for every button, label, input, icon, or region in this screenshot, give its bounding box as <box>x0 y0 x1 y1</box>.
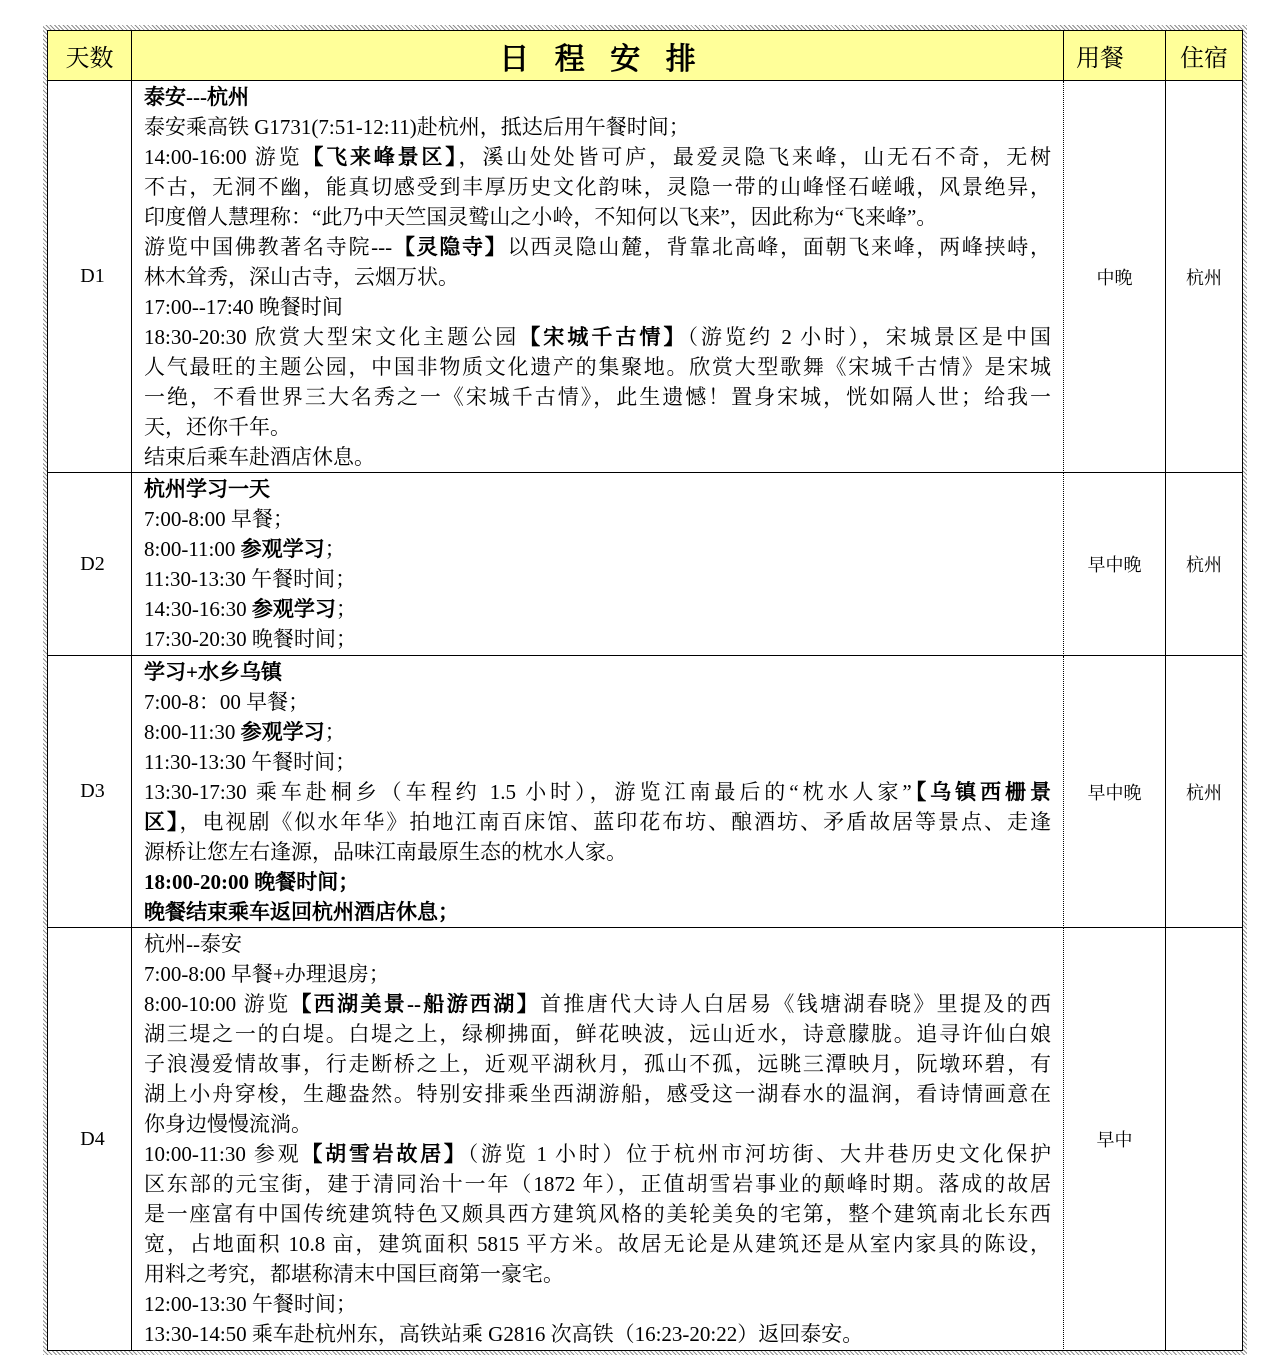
schedule-text: 宽，占地面积 10.8 亩，建筑面积 5815 平方米。故居无论是从建筑还是从室内家具的陈设， <box>144 1232 1051 1256</box>
schedule-text: 不古，无洞不幽，能真切感受到丰厚历史文化韵味，灵隐一带的山峰怪石嵯峨，风景绝异， <box>144 175 1051 199</box>
schedule-text: 游览中国佛教著名寺院--- <box>144 235 393 259</box>
day-cell <box>48 928 132 1351</box>
schedule-text: ； <box>324 537 346 561</box>
schedule-text: 湖上小舟穿梭，生趣盎然。特别安排乘坐西湖游船，感受这一湖春水的温润，看诗情画意在 <box>144 1082 1051 1106</box>
schedule-paragraph <box>144 959 1051 989</box>
schedule-text: ； <box>335 597 357 621</box>
schedule-line <box>144 657 1051 687</box>
schedule-paragraph <box>144 1289 1051 1319</box>
schedule-text: 11:30-13:30 午餐时间； <box>144 750 357 774</box>
schedule-line <box>144 142 1051 172</box>
schedule-text: 13:30-14:50 乘车赴杭州东，高铁站乘 G2816 次高铁（16:23-20:22）返回泰安。 <box>144 1322 864 1346</box>
schedule-line <box>144 807 1051 837</box>
schedule-paragraph <box>144 1319 1051 1349</box>
schedule-paragraph <box>144 534 1051 564</box>
schedule-line <box>144 1229 1051 1259</box>
schedule-text: 林木耸秀，深山古寺，云烟万状。 <box>144 265 459 289</box>
header-schedule-column <box>132 31 1064 81</box>
highlighted-text: 参观学习 <box>240 537 325 561</box>
schedule-line <box>144 172 1051 202</box>
schedule-text: 湖三堤之一的白堤。白堤之上，绿柳拂面，鲜花映波，远山近水，诗意朦胧。追寻许仙白娘 <box>144 1022 1051 1046</box>
schedule-text: 17:30-20:30 晚餐时间； <box>144 627 357 651</box>
schedule-text: 杭州--泰安 <box>144 932 242 956</box>
schedule-paragraph <box>144 624 1051 654</box>
highlighted-text: 【灵隐寺】 <box>392 235 508 259</box>
schedule-line <box>144 564 1051 594</box>
schedule-text: 8:00-11:00 <box>144 537 241 561</box>
schedule-text: 18:30-20:30 欣赏大型宋文化主题公园 <box>144 325 520 349</box>
schedule-paragraph <box>144 564 1051 594</box>
meals-cell <box>1064 81 1166 473</box>
meals-value: 早中晚 <box>1087 555 1142 575</box>
schedule-text: 12:00-13:30 午餐时间； <box>144 1292 357 1316</box>
itinerary-table-frame <box>43 25 1247 1355</box>
schedule-line <box>144 232 1051 262</box>
schedule-text: 结束后乘车赴酒店休息。 <box>144 445 375 469</box>
lodging-cell <box>1166 656 1243 928</box>
schedule-text: 7:00-8：00 早餐； <box>144 690 310 714</box>
schedule-text: ； <box>324 720 346 744</box>
day-number: D3 <box>80 780 105 802</box>
schedule-paragraph <box>144 747 1051 777</box>
schedule-line <box>144 1169 1051 1199</box>
schedule-line <box>144 929 1051 959</box>
schedule-text: 用料之考究，都堪称清末中国巨商第一豪宅。 <box>144 1262 564 1286</box>
schedule-line <box>144 687 1051 717</box>
schedule-line <box>144 442 1051 472</box>
schedule-line <box>144 959 1051 989</box>
lodging-value: 杭州 <box>1186 782 1222 803</box>
schedule-paragraph <box>144 989 1051 1139</box>
schedule-line <box>144 292 1051 322</box>
schedule-text: 子浪漫爱情故事，行走断桥之上，近观平湖秋月，孤山不孤，远眺三潭映月，阮墩环碧，有 <box>144 1052 1051 1076</box>
schedule-paragraph <box>144 82 1051 112</box>
schedule-paragraph <box>144 232 1051 292</box>
itinerary-table <box>47 30 1243 1351</box>
schedule-paragraph <box>144 687 1051 717</box>
schedule-text: 8:00-10:00 游览 <box>144 992 291 1016</box>
schedule-text: 13:30-17:30 乘车赴桐乡（车程约 1.5 小时），游览江南最后的“枕水人家” <box>144 780 912 804</box>
day-schedule <box>132 81 1064 473</box>
lodging-cell <box>1166 81 1243 473</box>
schedule-text: 天，还你千年。 <box>144 415 291 439</box>
schedule-line <box>144 322 1051 352</box>
highlighted-text: 【胡雪岩故居】 <box>301 1142 468 1166</box>
day-schedule <box>132 928 1064 1351</box>
highlighted-text: 参观学习 <box>251 597 336 621</box>
day-number: D2 <box>80 552 105 575</box>
schedule-paragraph <box>144 292 1051 322</box>
schedule-line <box>144 534 1051 564</box>
schedule-paragraph <box>144 657 1051 687</box>
day-number: D1 <box>80 265 105 287</box>
day-cell <box>48 473 132 656</box>
schedule-paragraph <box>144 322 1051 442</box>
schedule-paragraph <box>144 777 1051 867</box>
schedule-text: 8:00-11:30 <box>144 720 241 744</box>
schedule-line <box>144 989 1051 1019</box>
highlighted-text: 【乌镇西栅景 <box>911 780 1052 804</box>
meals-cell <box>1064 656 1166 928</box>
header-meals-label: 用餐 <box>1076 46 1124 72</box>
schedule-line <box>144 717 1051 747</box>
day-schedule <box>132 473 1064 656</box>
schedule-line <box>144 474 1051 504</box>
schedule-text: 14:00-16:00 游览 <box>144 145 303 169</box>
schedule-line <box>144 1259 1051 1289</box>
schedule-text: （游览 1 小时）位于杭州市河坊街、大井巷历史文化保护 <box>467 1142 1052 1166</box>
highlighted-text: 【宋城千古情】 <box>519 325 688 349</box>
header-meals-column <box>1064 31 1166 81</box>
schedule-text: 印度僧人慧理称：“此乃中天竺国灵鹫山之小岭，不知何以飞来”，因此称为“飞来峰”。 <box>144 205 938 229</box>
lodging-value: 杭州 <box>1186 267 1222 288</box>
schedule-paragraph <box>144 474 1051 504</box>
schedule-line <box>144 352 1051 382</box>
day-schedule <box>132 656 1064 928</box>
header-lodging-column <box>1166 31 1243 81</box>
highlighted-text: 参观学习 <box>240 720 325 744</box>
schedule-text: 源桥让您左右逢源，品味江南最原生态的枕水人家。 <box>144 840 627 864</box>
schedule-paragraph <box>144 867 1051 897</box>
schedule-line <box>144 777 1051 807</box>
meals-value: 早中 <box>1096 1130 1133 1150</box>
schedule-text: ，电视剧《似水年华》拍地江南百床馆、蓝印花布坊、酿酒坊、矛盾故居等景点、走逢 <box>179 810 1052 834</box>
highlighted-text: 【西湖美景--船游西湖】 <box>290 992 541 1016</box>
day-cell <box>48 81 132 473</box>
schedule-line <box>144 382 1051 412</box>
schedule-line <box>144 112 1051 142</box>
meals-value: 早中晚 <box>1087 782 1142 803</box>
lodging-value: 杭州 <box>1186 555 1222 575</box>
schedule-line <box>144 1289 1051 1319</box>
schedule-text: 11:30-13:30 午餐时间； <box>144 567 357 591</box>
schedule-line <box>144 504 1051 534</box>
schedule-paragraph <box>144 142 1051 232</box>
schedule-line <box>144 1019 1051 1049</box>
meals-value: 中晚 <box>1096 267 1133 288</box>
schedule-line <box>144 1319 1051 1349</box>
header-day-column <box>48 31 132 81</box>
schedule-line <box>144 412 1051 442</box>
schedule-text: 首推唐代大诗人白居易《钱塘湖春晓》里提及的西 <box>540 992 1051 1016</box>
schedule-paragraph <box>144 1139 1051 1289</box>
schedule-line <box>144 867 1051 897</box>
schedule-line <box>144 1199 1051 1229</box>
schedule-text: 7:00-8:00 早餐； <box>144 507 294 531</box>
schedule-line <box>144 747 1051 777</box>
schedule-paragraph <box>144 717 1051 747</box>
schedule-paragraph <box>144 442 1051 472</box>
schedule-paragraph <box>144 112 1051 142</box>
schedule-line <box>144 262 1051 292</box>
schedule-text: 10:00-11:30 参观 <box>144 1142 302 1166</box>
meals-cell <box>1064 928 1166 1351</box>
lodging-cell <box>1166 928 1243 1351</box>
schedule-text: 一绝，不看世界三大名秀之一《宋城千古情》，此生遗憾！置身宋城，恍如隔人世；给我一 <box>144 385 1051 409</box>
schedule-line <box>144 624 1051 654</box>
schedule-paragraph <box>144 594 1051 624</box>
schedule-text: 泰安乘高铁 G1731(7:51-12:11)赴杭州，抵达后用午餐时间； <box>144 115 690 139</box>
header-day-label: 天数 <box>65 46 114 72</box>
schedule-line <box>144 897 1051 927</box>
day-cell <box>48 656 132 928</box>
schedule-line <box>144 594 1051 624</box>
schedule-text: 区东部的元宝街，建于清同治十一年（1872 年），正值胡雪岩事业的颠峰时期。落成的故居 <box>144 1172 1051 1196</box>
day-number: D4 <box>80 1127 105 1150</box>
highlighted-text: 18:00-20:00 晚餐时间； <box>144 870 360 894</box>
header-lodging-label: 住宿 <box>1180 46 1228 72</box>
schedule-text: 17:00--17:40 晚餐时间 <box>144 295 343 319</box>
header-schedule-label: 日 程 安 排 <box>499 42 705 76</box>
highlighted-text: 【飞来峰景区】 <box>302 145 459 169</box>
schedule-line <box>144 82 1051 112</box>
schedule-paragraph <box>144 929 1051 959</box>
schedule-line <box>144 202 1051 232</box>
schedule-text: 以西灵隐山麓，背靠北高峰，面朝飞来峰，两峰挟峙， <box>507 235 1052 259</box>
schedule-text: （游览约 2 小时），宋城景区是中国 <box>687 325 1051 349</box>
schedule-text: 7:00-8:00 早餐+办理退房； <box>144 962 390 986</box>
meals-cell <box>1064 473 1166 656</box>
schedule-text: 人气最旺的主题公园，中国非物质文化遗产的集聚地。欣赏大型歌舞《宋城千古情》是宋城 <box>144 355 1051 379</box>
highlighted-text: 晚餐结束乘车返回杭州酒店休息； <box>144 900 459 924</box>
schedule-line <box>144 1049 1051 1079</box>
highlighted-text: 学习+水乡乌镇 <box>144 660 282 684</box>
schedule-line <box>144 1139 1051 1169</box>
schedule-paragraph <box>144 897 1051 927</box>
schedule-paragraph <box>144 504 1051 534</box>
schedule-text: ，溪山处处皆可庐，最爱灵隐飞来峰，山无石不奇，无树 <box>458 145 1052 169</box>
schedule-line <box>144 837 1051 867</box>
schedule-text: 14:30-16:30 <box>144 597 252 621</box>
highlighted-text: 杭州学习一天 <box>144 477 270 501</box>
schedule-text: 你身边慢慢流淌。 <box>144 1112 312 1136</box>
schedule-text: 是一座富有中国传统建筑特色又颇具西方建筑风格的美轮美奂的宅第，整个建筑南北长东西 <box>144 1202 1051 1226</box>
highlighted-text: 泰安---杭州 <box>144 85 249 109</box>
lodging-cell <box>1166 473 1243 656</box>
highlighted-text: 区】 <box>144 810 180 834</box>
schedule-line <box>144 1109 1051 1139</box>
schedule-line <box>144 1079 1051 1109</box>
